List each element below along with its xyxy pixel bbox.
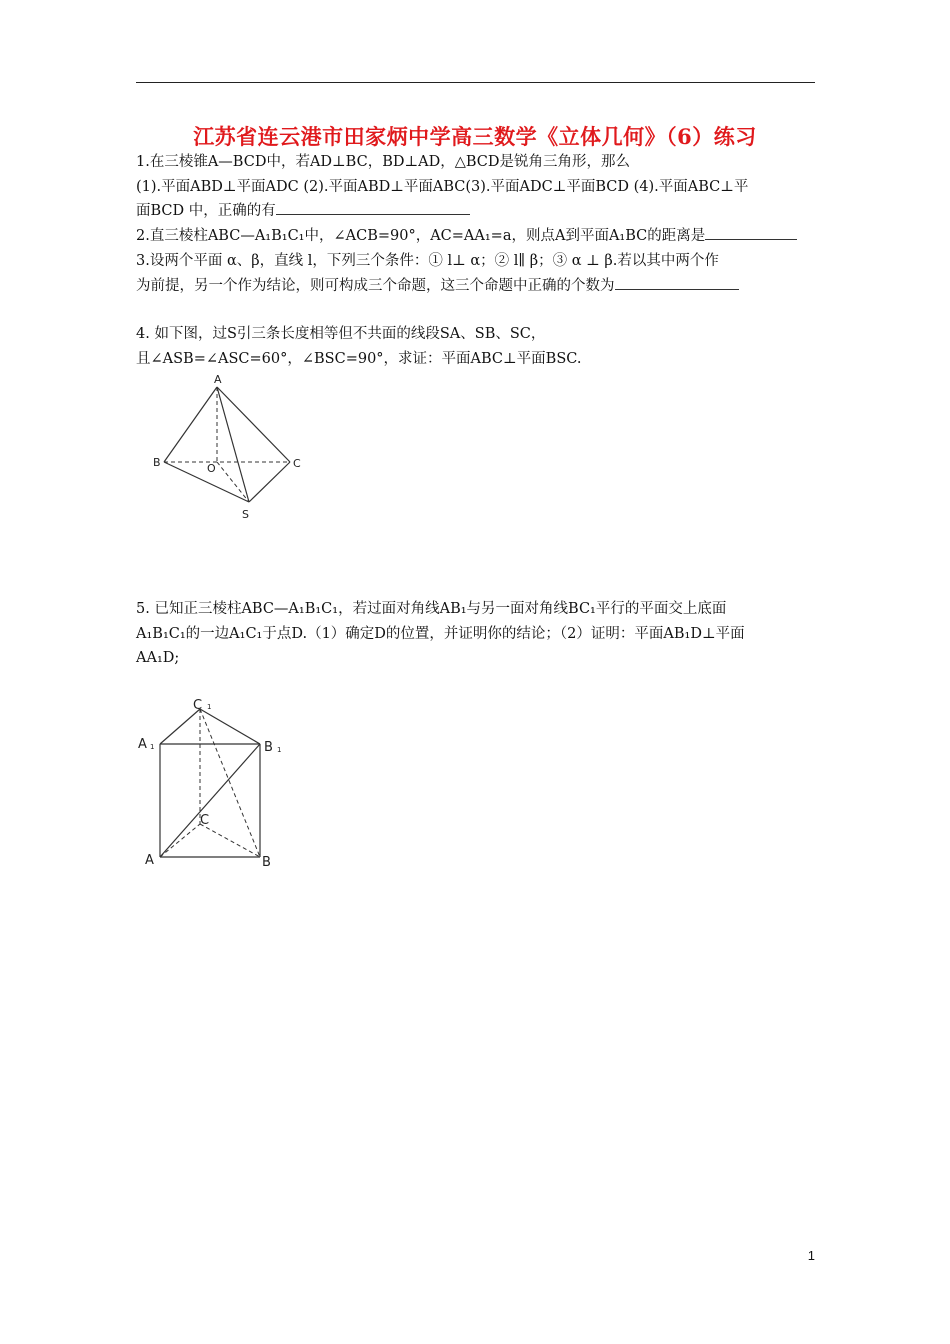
- edge-A1C1: [160, 709, 200, 744]
- q1-line3: [136, 199, 815, 224]
- label-C: C: [200, 813, 210, 828]
- q4-line1: 4. 如下图，过S引三条长度相等但不共面的线段SA、SB、SC，: [136, 326, 546, 342]
- prism-figure: [130, 690, 300, 880]
- label-C1-sub: 1: [207, 703, 212, 711]
- edge-OS: [217, 462, 249, 502]
- label-B1: B: [264, 740, 273, 755]
- label-A: A: [145, 853, 154, 868]
- label-B: B: [153, 456, 161, 469]
- q1-line3-text: 面BCD 中，正确的有: [136, 203, 276, 219]
- q5-line2: A₁B₁C₁的一边A₁C₁于点D.（1）确定D的位置，并证明你的结论；（2）证明：平面AB₁D⊥平面: [136, 625, 745, 642]
- label-B: B: [262, 855, 271, 870]
- q2-answer-blank[interactable]: [705, 224, 797, 240]
- question-2: [136, 224, 815, 249]
- edge-CB: [200, 824, 260, 857]
- q3-line2: [136, 274, 815, 299]
- label-A: A: [214, 373, 222, 386]
- q1-line1: 1.在三棱锥A—BCD中，若AD⊥BC，BD⊥AD，△BCD是锐角三角形，那么: [136, 154, 631, 170]
- diagonal-BC1: [200, 709, 260, 857]
- edge-AC: [160, 824, 200, 857]
- edge-AB: [164, 387, 217, 462]
- label-B1-sub: 1: [277, 746, 282, 754]
- q3-line2-text: 为前提，另一个作为结论，则可构成三个命题，这三个命题中正确的个数为: [136, 277, 615, 294]
- header-rule: [136, 82, 815, 83]
- label-O: O: [207, 462, 216, 475]
- q4-line2: 且∠ASB=∠ASC=60°，∠BSC=90°，求证：平面ABC⊥平面BSC.: [136, 350, 582, 367]
- q5-line1: 5. 已知正三棱柱ABC—A₁B₁C₁，若过面对角线AB₁与另一面对角线BC₁平行的平面交上底面: [136, 601, 727, 617]
- label-S: S: [242, 508, 249, 521]
- q5-line3: AA₁D;: [136, 650, 180, 666]
- q1-answer-blank[interactable]: [276, 199, 470, 215]
- q1-line2: (1).平面ABD⊥平面ADC (2).平面ABD⊥平面ABC(3).平面ADC⊥平面BCD (4).平面ABC⊥平: [136, 178, 749, 195]
- question-3: [136, 249, 815, 298]
- label-C: C: [293, 457, 301, 470]
- label-C1: C: [193, 698, 203, 713]
- page-number: 1: [807, 1248, 815, 1263]
- edge-C1B1: [200, 709, 260, 744]
- question-4: [136, 322, 815, 371]
- diagonal-AB1: [160, 744, 260, 857]
- edge-CS: [249, 462, 290, 502]
- label-A1: A: [138, 737, 147, 752]
- question-5: [136, 597, 815, 671]
- tetrahedron-figure: [140, 368, 320, 528]
- q2-text: 2.直三棱柱ABC—A₁B₁C₁中，∠ACB=90°，AC=AA₁=a，则点A到平面A₁BC的距离是: [136, 228, 706, 244]
- question-1: [136, 150, 815, 224]
- q3-line1: 3.设两个平面 α、β，直线 l，下列三个条件：① l⊥ α；② l∥ β；③ α ⊥ β.若以其中两个作: [136, 253, 719, 269]
- q3-answer-blank[interactable]: [615, 274, 739, 290]
- page-title: 江苏省连云港市田家炳中学高三数学《立体几何》（6）练习: [193, 124, 757, 149]
- label-A1-sub: 1: [150, 743, 155, 751]
